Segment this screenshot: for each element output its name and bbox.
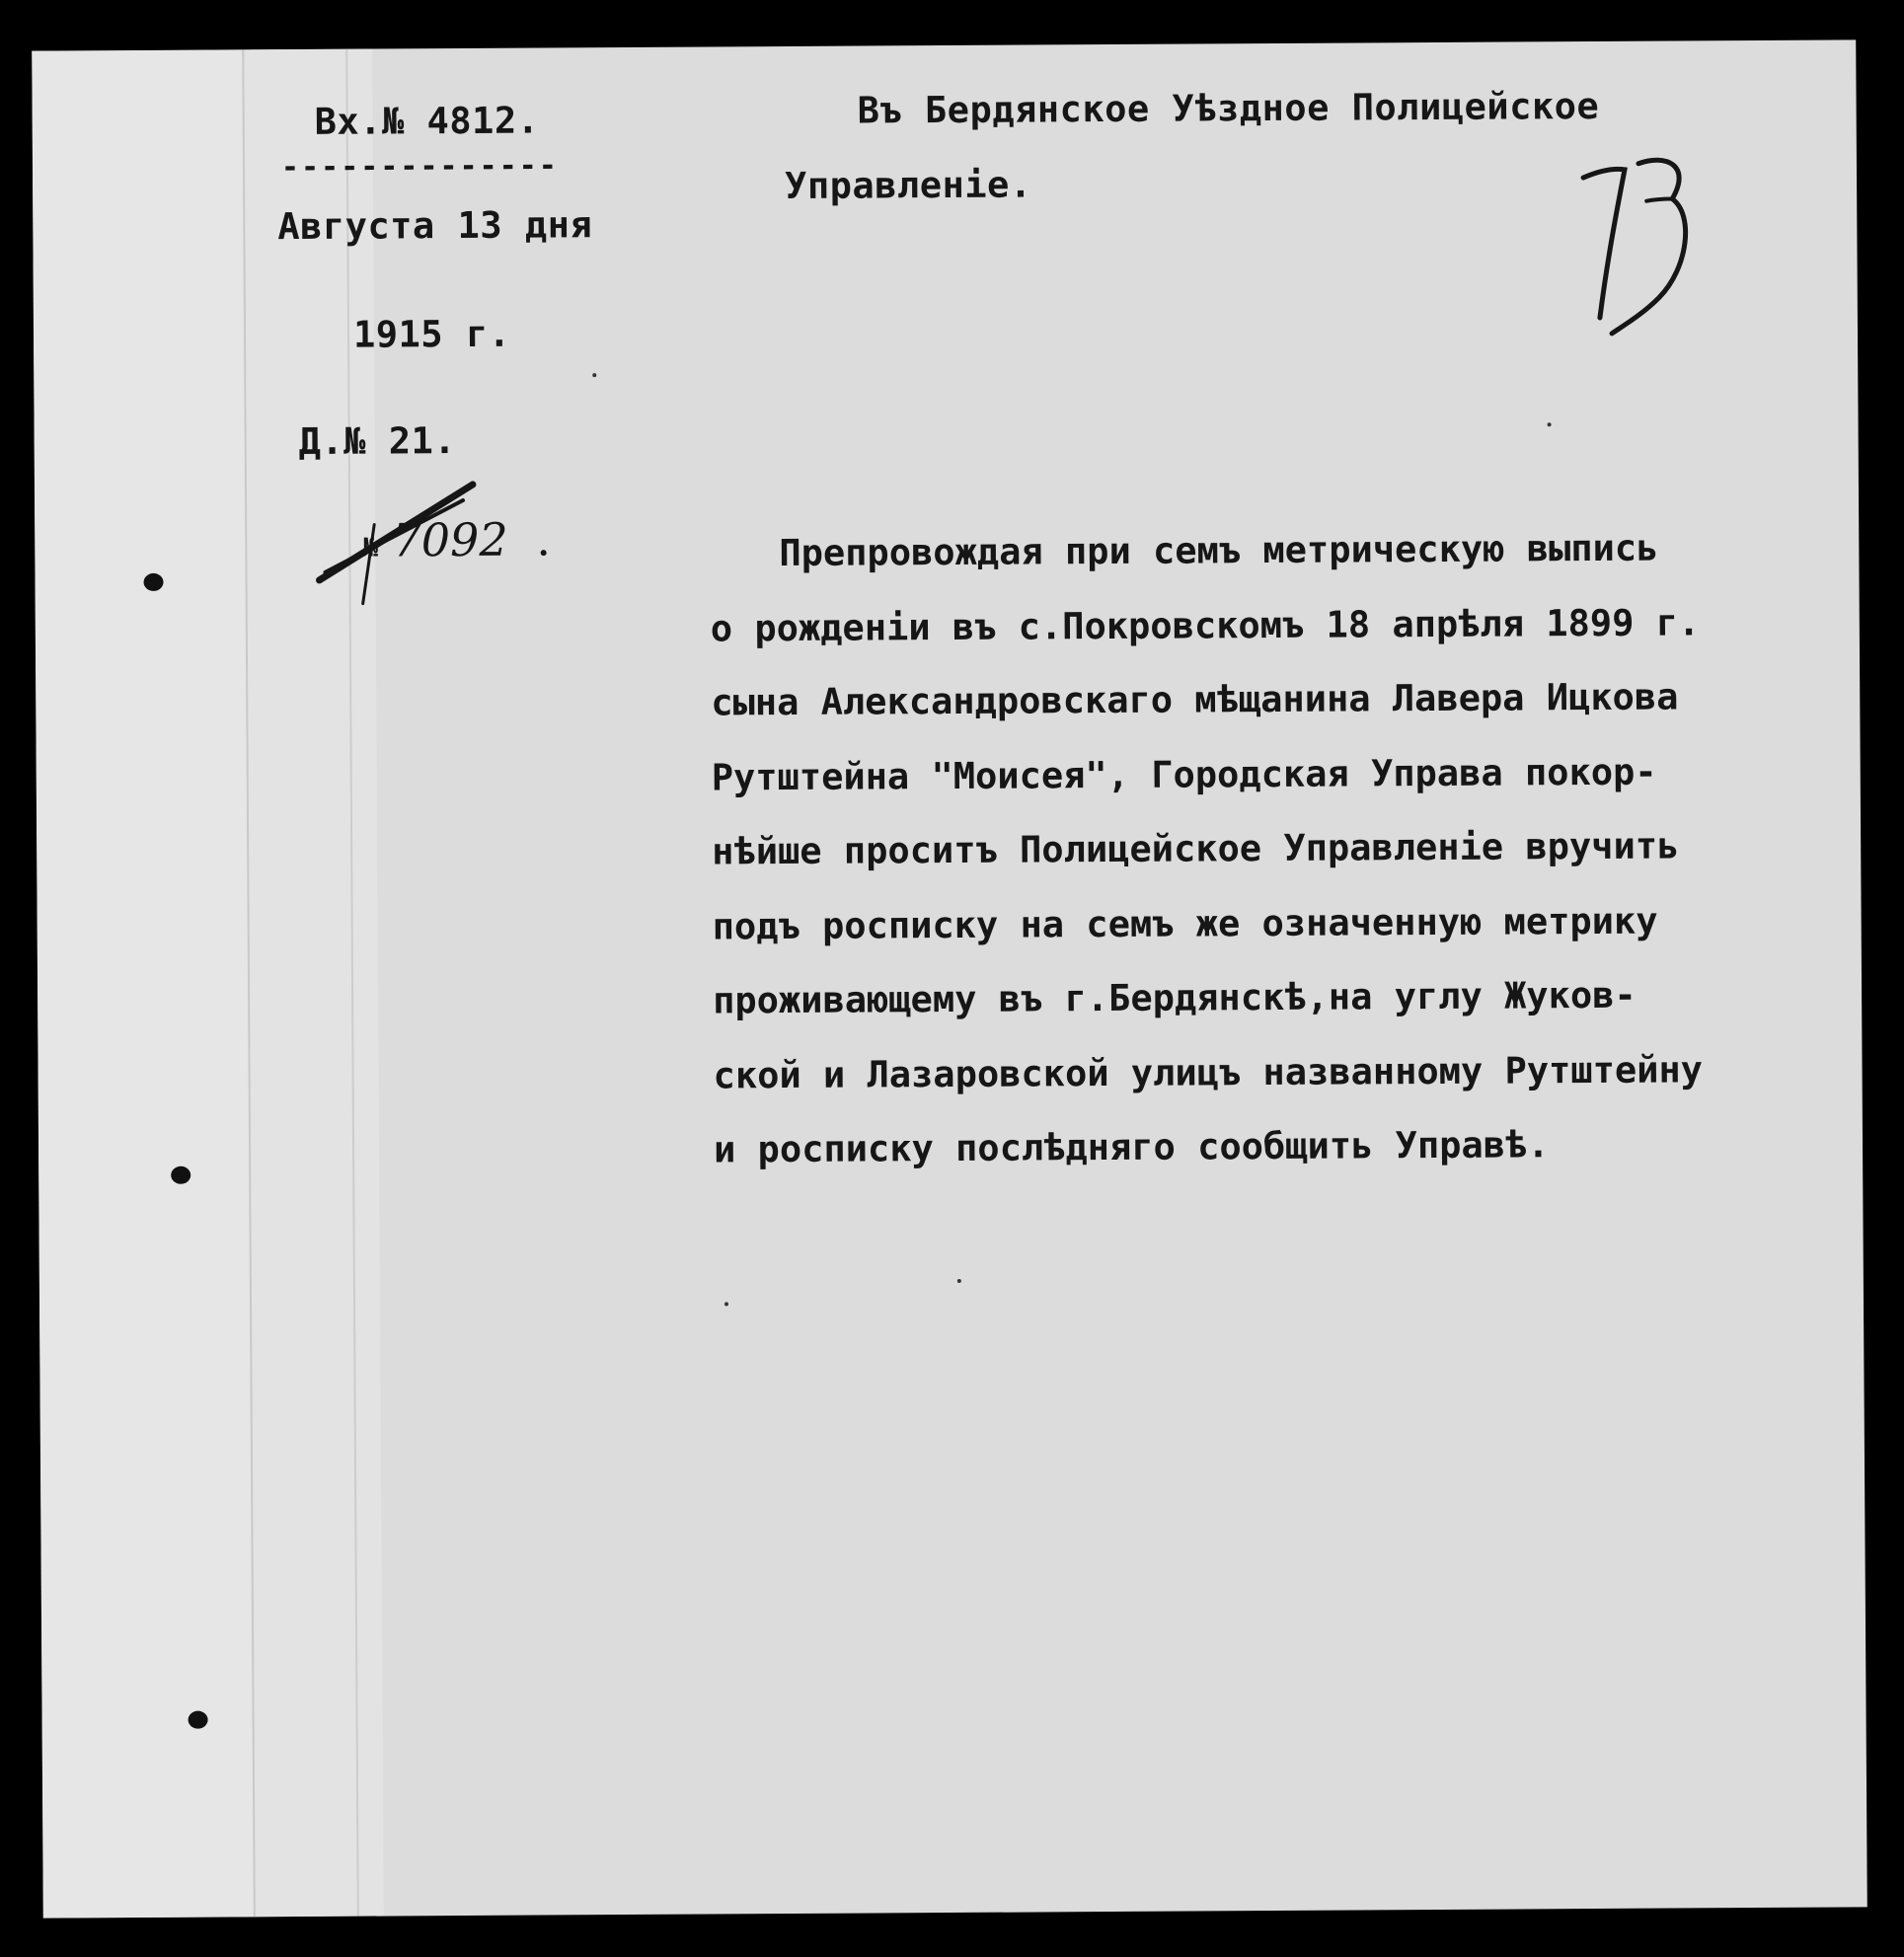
binding-hole-bottom <box>189 1711 208 1729</box>
handwritten-number-prefix: № <box>362 533 379 564</box>
handwritten-number <box>362 512 551 566</box>
body-line-3: сына Александровскаго мѣщанина Лавера Ицкова <box>711 675 1679 724</box>
paper-speck <box>724 1302 728 1306</box>
addressee-line-2: Управленіе. <box>784 163 1032 208</box>
page-margin-strip <box>32 49 256 1918</box>
handwritten-number-value: 7092 <box>392 512 508 567</box>
document-page <box>32 39 1867 1918</box>
year-line: 1915 г. <box>352 312 511 356</box>
letter-body <box>710 509 1849 1187</box>
handwritten-number-suffix: . <box>536 512 552 566</box>
paper-speck <box>957 1279 961 1283</box>
body-line-4: Рутштейна "Моисея", Городская Управа покор- <box>711 750 1657 798</box>
binding-hole-top <box>143 573 163 591</box>
folio-number-mark <box>1577 149 1697 347</box>
date-line: Августа 13 дня <box>277 203 593 249</box>
binding-hole-middle <box>171 1167 190 1184</box>
addressee-line-1: Въ Бердянское Уѣздное Полицейское <box>857 84 1600 132</box>
body-line-9: и росписку послѣдняго сообщить Управѣ. <box>713 1123 1550 1171</box>
paper-speck <box>592 373 596 377</box>
body-line-2: о рожденіи въ с.Покровскомъ 18 апрѣля 1899 г. <box>710 600 1701 649</box>
incoming-number: Вх.№ 4812. <box>314 99 540 143</box>
paper-speck <box>1548 422 1552 426</box>
body-line-7: проживающему въ г.Бердянскѣ,на углу Жуков- <box>712 973 1637 1022</box>
file-number: Д.№ 21. <box>298 419 457 464</box>
body-line-1: Препровождая при семъ метрическую выпись <box>779 526 1659 575</box>
body-line-6: подъ росписку на семъ же означенную метрику <box>712 899 1658 947</box>
body-line-5: нѣйше проситъ Полицейское Управленіе вручить <box>712 824 1680 873</box>
body-line-8: ской и Лазаровской улицъ названному Рутштейну <box>713 1047 1704 1096</box>
header-separator: -------------- <box>280 148 559 186</box>
